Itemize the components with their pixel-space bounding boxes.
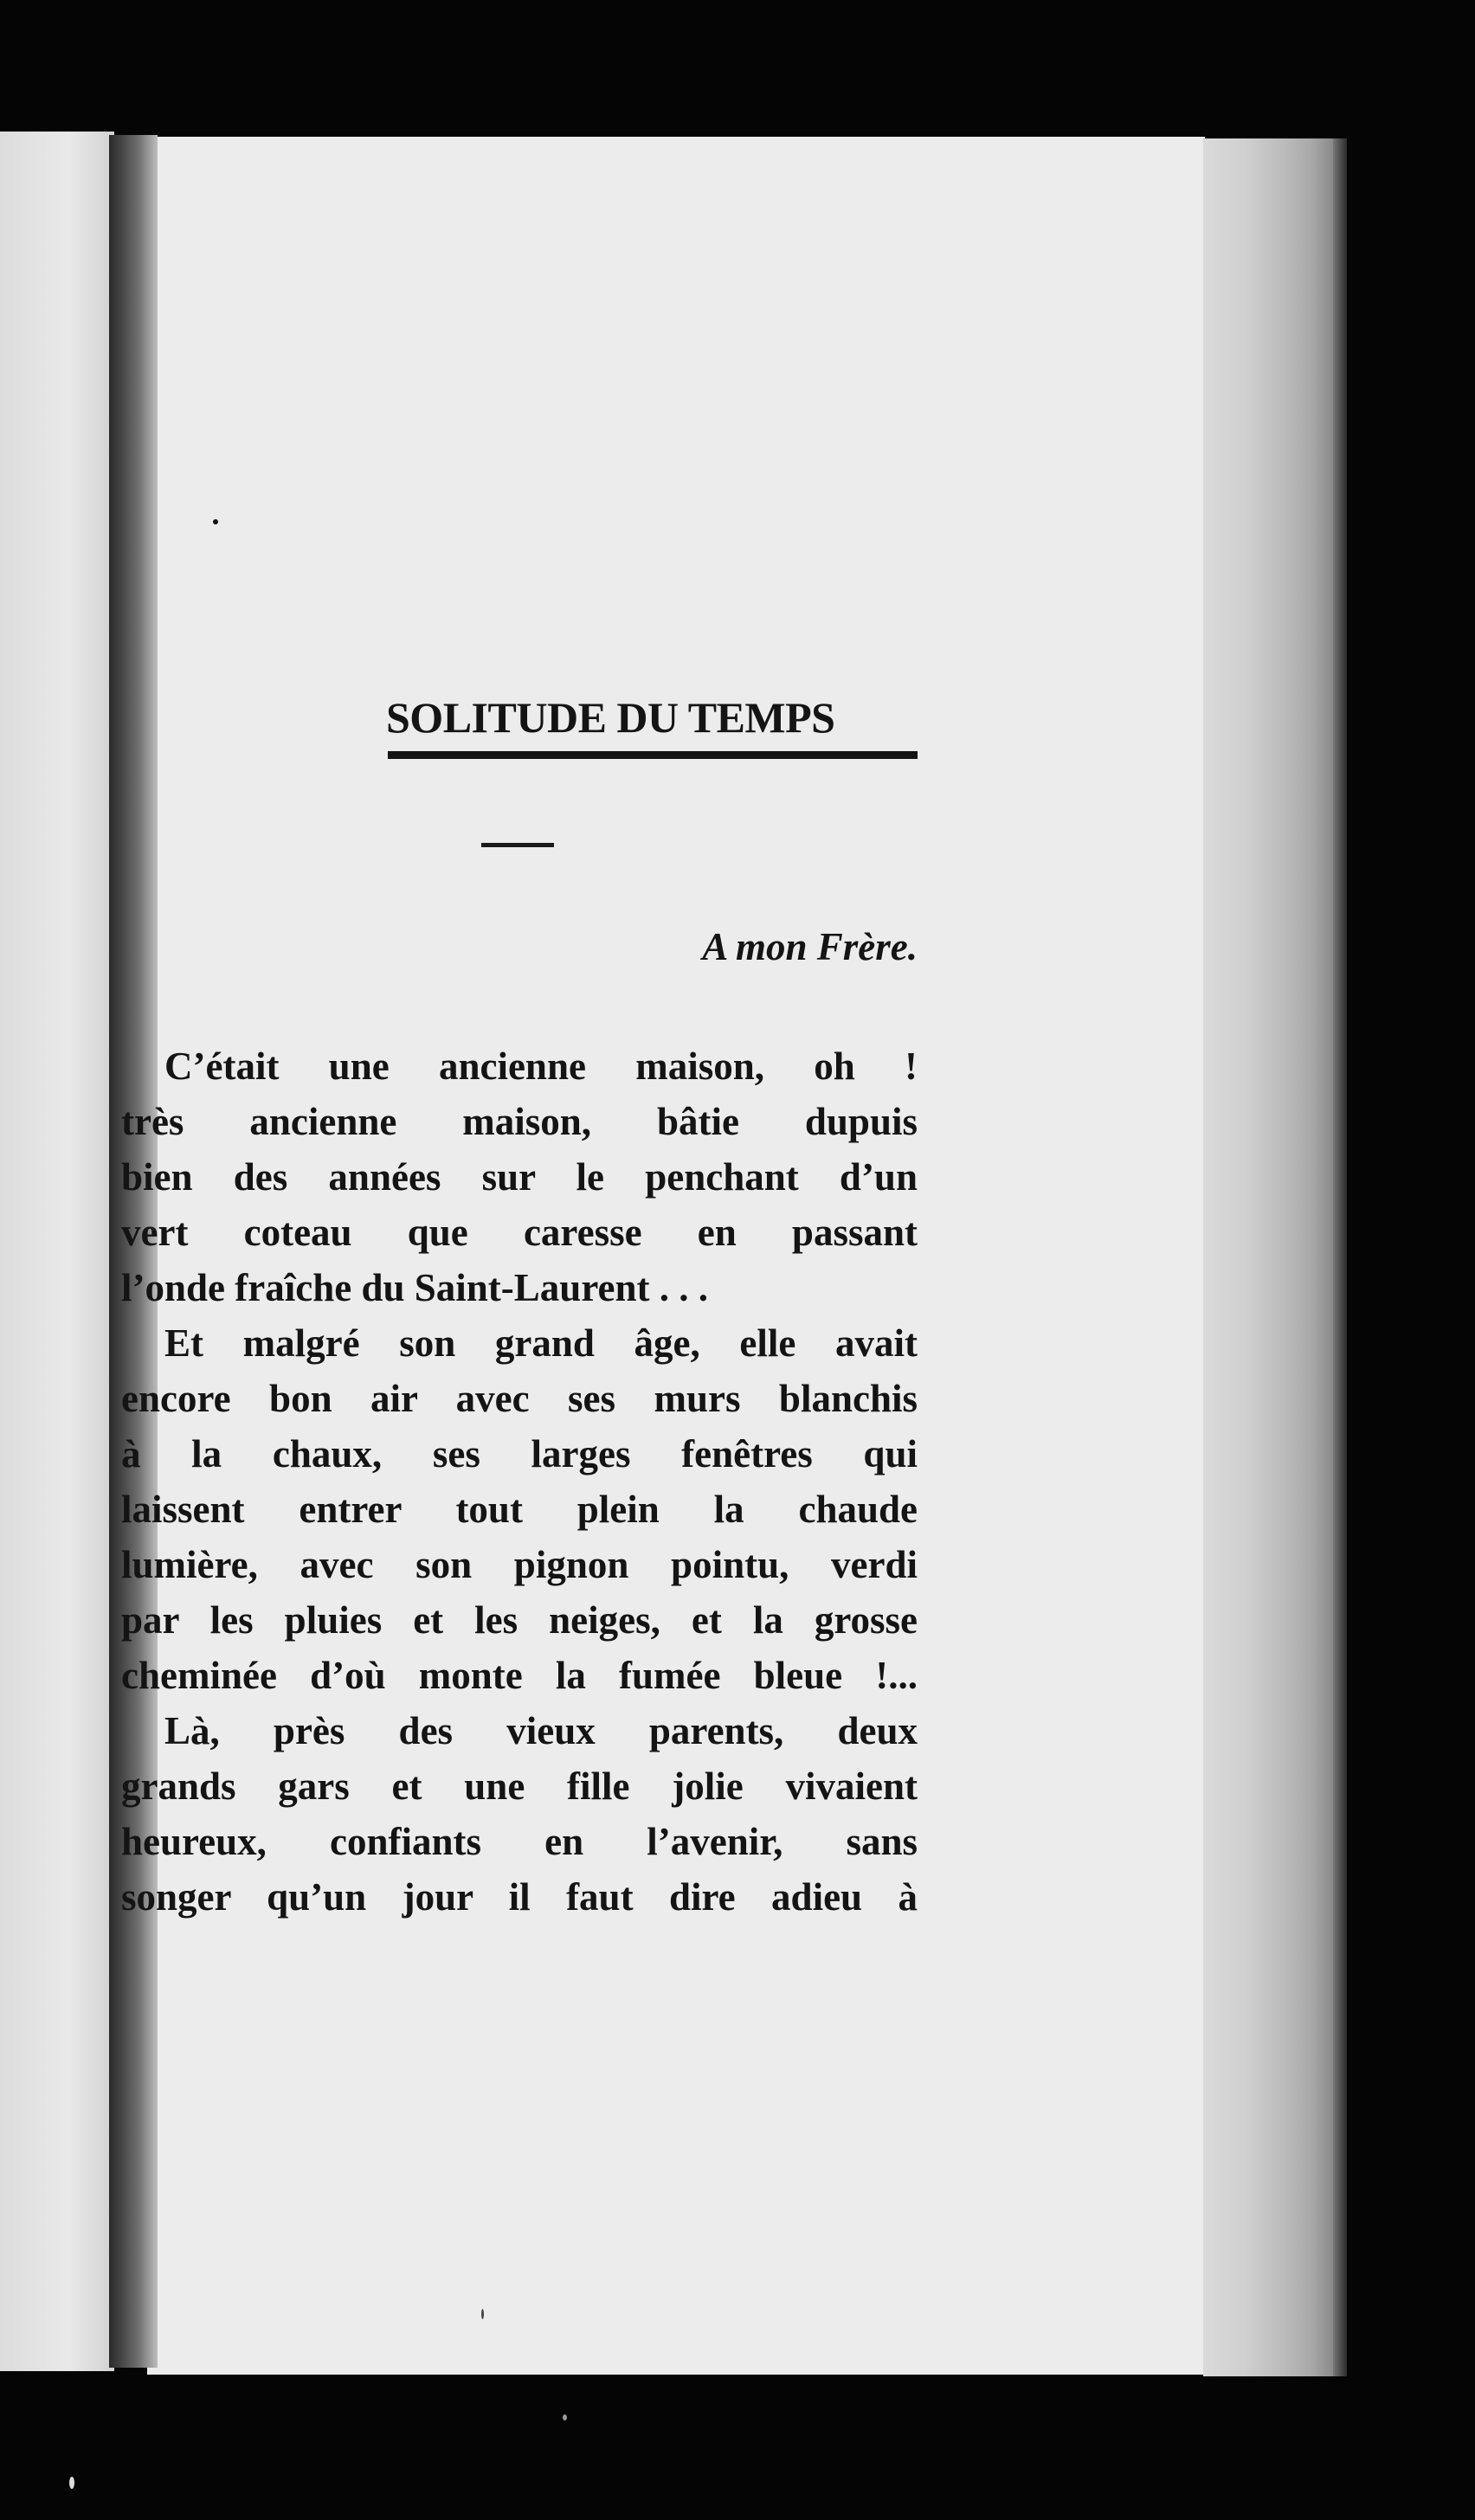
text-line: lumière, avec son pignon pointu, verdi — [121, 1543, 918, 1586]
dedication: A mon Frère. — [702, 925, 918, 968]
text-line: Là, près des vieux parents, deux — [164, 1709, 918, 1752]
separator-dash — [481, 843, 554, 847]
text-line: par les pluies et les neiges, et la grosse — [121, 1598, 918, 1642]
text-line: Et malgré son grand âge, elle avait — [164, 1321, 918, 1365]
chapter-title: SOLITUDE DU TEMPS — [386, 693, 835, 742]
text-line: songer qu’un jour il faut dire adieu à — [121, 1875, 918, 1919]
page-edges-shadow — [1333, 138, 1347, 2376]
text-line: laissent entrer tout plein la chaude — [121, 1488, 918, 1531]
text-line: C’était une ancienne maison, oh ! — [164, 1045, 918, 1088]
text-line: très ancienne maison, bâtie dupuis — [121, 1100, 918, 1143]
text-line: l’onde fraîche du Saint-Laurent . . . — [121, 1266, 708, 1309]
text-line: à la chaux, ses larges fenêtres qui — [121, 1432, 918, 1475]
text-line: grands gars et une fille jolie vivaient — [121, 1765, 918, 1808]
text-line: cheminée d’où monte la fumée bleue !... — [121, 1654, 918, 1697]
body-text — [121, 1038, 918, 1925]
scan-speck — [563, 2414, 567, 2420]
text-line: bien des années sur le penchant d’un — [121, 1155, 918, 1199]
page-edges — [1203, 138, 1347, 2376]
text-line: heureux, confiants en l’avenir, sans — [121, 1820, 918, 1863]
title-underline — [388, 751, 918, 759]
text-line: vert coteau que caresse en passant — [121, 1211, 918, 1254]
text-line: encore bon air avec ses murs blanchis — [121, 1377, 918, 1420]
left-facing-page — [0, 132, 114, 2371]
scan-speck — [69, 2477, 74, 2489]
scan-speck — [213, 519, 218, 524]
scan-speck — [481, 2309, 484, 2319]
